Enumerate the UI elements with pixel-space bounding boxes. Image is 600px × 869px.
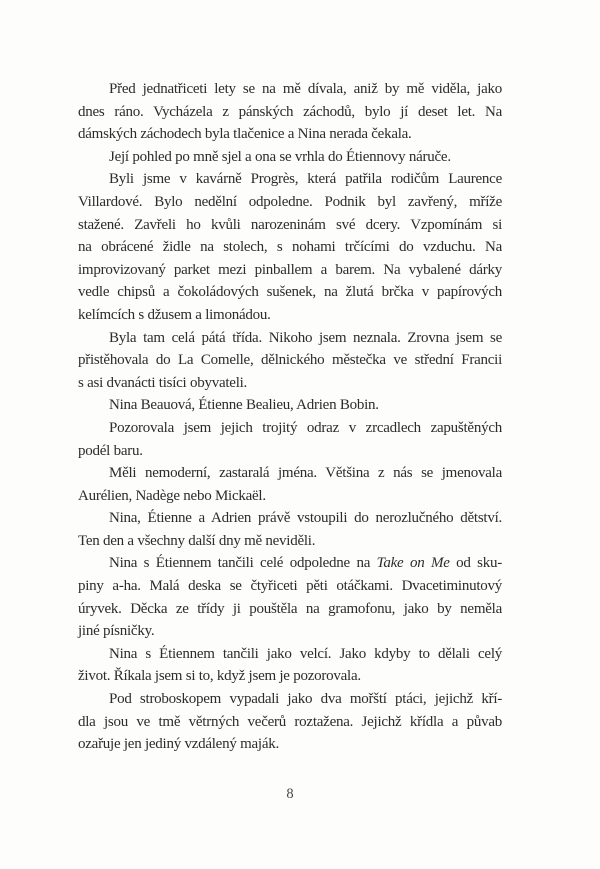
text-line [78,236,502,259]
text-line [78,552,502,575]
text-line [78,146,502,169]
text-line [78,575,502,598]
text-segment: Nina Beauová, Étienne Bealieu, Adrien Bobin. [109,397,379,414]
text-line [78,281,502,304]
text-line [78,620,502,643]
paragraph [78,462,502,507]
page-number: 8 [286,786,294,802]
text-line [78,417,502,440]
text-segment: Její pohled po mně sjel a ona se vrhla do Étiennovy náruče. [109,148,451,165]
text-segment: Měli nemoderní, zastaralá jména. Většina z nás se jmenovala [109,465,502,482]
text-segment: improvizovaný parket mezi pinballem a barem. Na vybalené dárky [78,261,502,278]
text-line [78,304,502,327]
text-segment: jiné písničky. [78,623,155,640]
italic-text: Take on Me [376,555,450,572]
text-line [78,440,502,463]
text-line [78,507,502,530]
text-line [78,191,502,214]
text-segment: Pod stroboskopem vypadali jako dva mořští ptáci, jejichž kří- [109,691,502,708]
text-segment: Aurélien, Nadège nebo Mickaël. [78,487,266,504]
text-segment: úryvek. Děcka ze třídy ji pouštěla na gramofonu, jako by neměla [78,600,502,617]
paragraph [78,78,502,146]
text-segment: Pozorovala jsem jejich trojitý odraz v zrcadlech zapuštěných [109,419,502,436]
text-block [78,78,502,756]
text-line [78,665,502,688]
text-segment: vedle chipsů a čokoládových sušenek, na žlutá brčka v papírových [78,284,502,301]
paragraph [78,146,502,169]
text-line [78,485,502,508]
text-segment: kelímcích s džusem a limonádou. [78,306,271,323]
paragraph [78,394,502,417]
text-line [78,78,502,101]
text-line [78,372,502,395]
text-segment: Ten den a všechny další dny mě neviděli. [78,532,316,549]
paragraph [78,507,502,552]
text-segment: Villardové. Bylo nedělní odpoledne. Podnik byl zavřený, mříže [78,193,502,210]
text-line [78,349,502,372]
text-line [78,168,502,191]
text-segment: Nina s Étiennem tančili celé odpoledne na [109,555,377,572]
text-line [78,711,502,734]
text-segment: od sku- [449,555,502,572]
text-line [78,327,502,350]
paragraph [78,688,502,756]
text-segment: Nina, Étienne a Adrien právě vstoupili do nerozlučného dětství. [109,510,502,527]
paragraph [78,552,502,642]
text-segment: život. Říkala jsem si to, když jsem je pozorovala. [78,668,361,685]
text-segment: s asi dvanácti tisíci obyvateli. [78,374,248,391]
text-segment: na obrácené židle na stolech, s nohami trčícími do vzduchu. Na [78,239,502,256]
text-line [78,259,502,282]
paragraph [78,417,502,462]
text-line [78,688,502,711]
text-segment: přistěhovala do La Comelle, dělnického městečka ve střední Francii [78,352,502,369]
text-segment: stažené. Zavřeli ho kvůli narozeninám své dcery. Vzpomínám si [78,216,502,233]
text-segment: Byla tam celá pátá třída. Nikoho jsem neznala. Zrovna jsem se [109,329,502,346]
text-line [78,123,502,146]
text-segment: Byli jsme v kavárně Progrès, která patřila rodičům Laurence [109,171,502,188]
text-segment: Před jednatřiceti lety se na mě dívala, aniž by mě viděla, jako [109,81,502,97]
text-line [78,394,502,417]
text-line [78,462,502,485]
text-line [78,101,502,124]
text-segment: piny a-ha. Malá deska se čtyřiceti pěti otáčkami. Dvacetiminutový [78,578,502,595]
text-segment: podél baru. [78,442,143,459]
text-line [78,643,502,666]
text-segment: Nina s Étiennem tančili jako velcí. Jako kdyby to dělali celý [109,645,502,662]
text-segment: ozařuje jen jediný vzdálený maják. [78,736,279,753]
text-segment: dla jsou ve tmě větrných večerů roztažena. Jejichž křídla a půvab [78,713,502,730]
text-segment: dámských záchodech byla tlačenice a Nina nerada čekala. [78,126,412,143]
text-line [78,598,502,621]
paragraph [78,168,502,326]
paragraph [78,643,502,688]
text-line [78,733,502,756]
text-line [78,214,502,237]
paragraph [78,327,502,395]
text-segment: dnes ráno. Vycházela z pánských záchodů, bylo jí deset let. Na [78,103,502,120]
text-line [78,530,502,553]
